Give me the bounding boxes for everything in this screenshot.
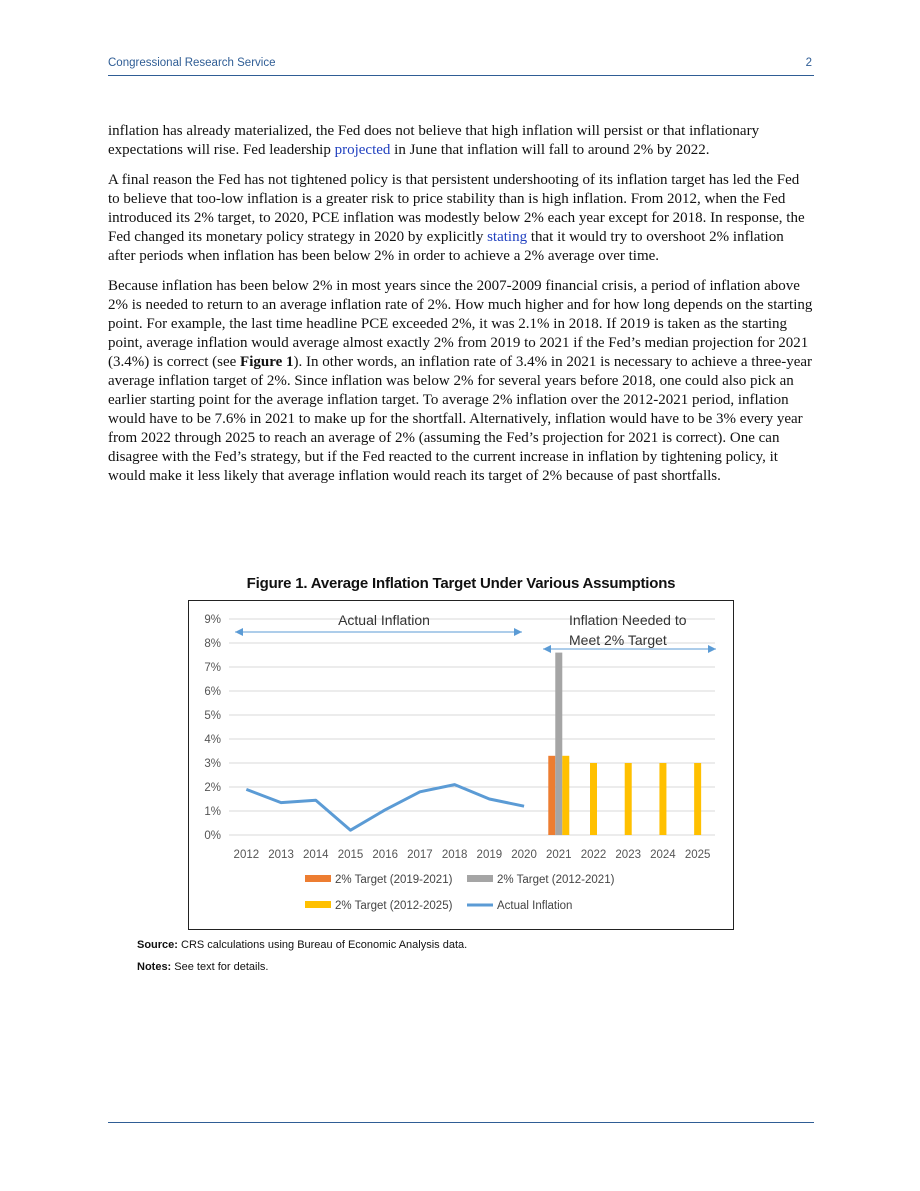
bar-target-2012-2025 <box>625 763 632 835</box>
x-tick-label: 2014 <box>302 849 329 861</box>
figure-title: Figure 1. Average Inflation Target Under Various Assumptions <box>246 575 676 592</box>
legend-swatch <box>467 875 493 882</box>
y-tick-label: 1% <box>204 806 221 818</box>
figure-reference: Figure 1 <box>240 354 294 370</box>
x-tick-label: 2017 <box>407 849 433 861</box>
inflation-chart <box>189 601 733 929</box>
projected-link[interactable]: projected <box>334 142 391 158</box>
x-tick-label: 2021 <box>545 849 572 861</box>
actual-arrow-head-left <box>235 628 243 636</box>
annotation-needed-line2: Meet 2% Target <box>569 632 667 648</box>
bar-target-2012-2025 <box>562 756 569 835</box>
header-org: Congressional Research Service <box>108 57 276 69</box>
paragraph-2 <box>108 171 814 266</box>
p1-text-a: inflation has already materialized, the Fed does not believe that high inflation will persist or that inflationary expectations will rise. Fed leadership <box>108 123 760 158</box>
y-tick-label: 6% <box>204 686 221 698</box>
paragraph-3 <box>108 277 814 486</box>
annotation-actual: Actual Inflation <box>338 612 430 628</box>
x-tick-label: 2019 <box>476 849 503 861</box>
stating-link[interactable]: stating <box>487 229 528 245</box>
header-page-number: 2 <box>805 57 812 69</box>
y-tick-label: 9% <box>204 614 221 626</box>
actual-arrow-head-right <box>514 628 522 636</box>
legend-label: 2% Target (2012-2021) <box>497 874 615 886</box>
bar-target-2012-2025 <box>694 763 701 835</box>
bar-target-2012-2025 <box>659 763 666 835</box>
p3-text-a: Because inflation has been below 2% in most years since the 2007-2009 financial crisis, a period of inflation above 2% is needed to return to an average inflation rate of 2%. How much higher and for how long depends on the starting point. For example, the last time headline PCE exceeded 2%, it was 2.1% in 2018. If 2019 is taken as the starting point, average inflation would average almost exactly 2% from 2019 to 2021 if the Fed’s median projection for 2021 (3.4%) is correct (see <box>108 278 813 370</box>
x-tick-label: 2025 <box>684 849 711 861</box>
footer-rule <box>108 1122 814 1123</box>
p2-text-a: A final reason the Fed has not tightened policy is that persistent undershooting of its inflation target has led the Fed to believe that too-low inflation is a greater risk to price stability than is high inflation. From 2012, when the Fed introduced its 2% target, to 2020, PCE inflation was modestly below 2% each year except for 2018. In response, the Fed changed its monetary policy strategy in 2020 by explicitly <box>108 172 805 245</box>
source-label: Source: <box>137 939 178 951</box>
needed-arrow-head-left <box>543 645 551 653</box>
y-tick-label: 5% <box>204 710 221 722</box>
bar-target-2012-2021 <box>555 653 562 835</box>
x-tick-label: 2018 <box>441 849 468 861</box>
chart-container <box>188 600 734 930</box>
notes-text: See text for details. <box>171 961 269 973</box>
paragraph-1 <box>108 122 814 160</box>
p1-text-b: in June that inflation will fall to around 2% by 2022. <box>390 142 710 158</box>
notes-label: Notes: <box>137 961 172 973</box>
actual-inflation-line <box>246 785 524 831</box>
p3-text-b: ). In other words, an inflation rate of 3.4% in 2021 is necessary to achieve a three-year average inflation target of 2%. Since inflation was below 2% for several years before 2018, one could also pick an earlier starting point for the average inflation target. To average 2% inflation over the 2012-2021 period, inflation would have to be 7.6% in 2021 to make up for the shortfall. Alternatively, inflation would have to be 3% every year from 2022 through 2025 to reach an average of 2% (assuming the Fed’s projection for 2021 is correct). One can disagree with the Fed’s strategy, but if the Fed reacted to the current increase in inflation by tightening policy, it would make it less likely that average inflation would reach its target of 2% because of past shortfalls. <box>108 354 813 484</box>
y-tick-label: 8% <box>204 638 221 650</box>
page-header <box>108 57 814 76</box>
legend-label: Actual Inflation <box>497 900 573 912</box>
x-tick-label: 2012 <box>233 849 260 861</box>
p2-text-b: that it would try to overshoot 2% inflation after periods when inflation has been below 2% in order to achieve a 2% average over time. <box>108 229 784 264</box>
annotation-needed-line1: Inflation Needed to <box>569 612 687 628</box>
y-tick-label: 0% <box>204 830 221 842</box>
x-tick-label: 2022 <box>580 849 607 861</box>
needed-arrow-head-right <box>708 645 716 653</box>
body-text <box>108 122 814 497</box>
bar-target-2019-2021 <box>548 756 555 835</box>
figure-notes <box>137 961 268 973</box>
x-tick-label: 2015 <box>337 849 364 861</box>
x-tick-label: 2020 <box>511 849 537 861</box>
legend-label: 2% Target (2019-2021) <box>335 874 453 886</box>
source-text: CRS calculations using Bureau of Economic Analysis data. <box>177 939 468 951</box>
legend-swatch <box>305 875 331 882</box>
x-tick-label: 2013 <box>268 849 294 861</box>
y-tick-label: 7% <box>204 662 221 674</box>
y-tick-label: 3% <box>204 758 221 770</box>
x-tick-label: 2023 <box>615 849 642 861</box>
x-tick-label: 2024 <box>650 849 676 861</box>
y-tick-label: 4% <box>204 734 221 746</box>
bar-target-2012-2025 <box>590 763 597 835</box>
figure-source <box>137 939 467 951</box>
x-tick-label: 2016 <box>372 849 399 861</box>
legend-label: 2% Target (2012-2025) <box>335 900 453 912</box>
legend-swatch <box>305 901 331 908</box>
y-tick-label: 2% <box>204 782 221 794</box>
